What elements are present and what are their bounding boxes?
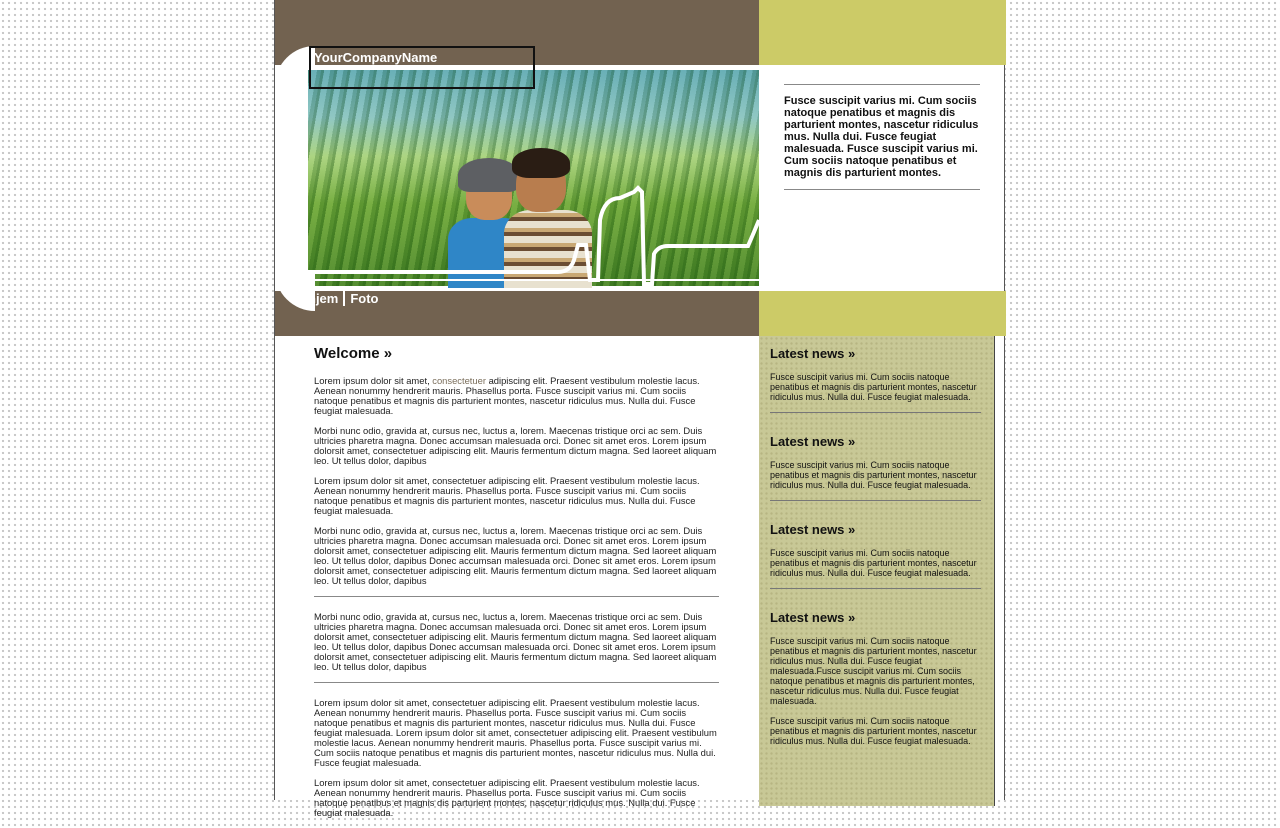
news-item <box>770 523 981 589</box>
main-nav <box>308 291 379 306</box>
news-heading[interactable]: Latest news » <box>770 610 856 625</box>
news-heading[interactable]: Latest news » <box>770 346 856 361</box>
divider <box>770 500 981 501</box>
nav-link-foto[interactable]: Foto <box>350 291 379 306</box>
news-sidebar <box>759 336 995 806</box>
news-text: Fusce suscipit varius mi. Cum sociis natoque penatibus et magnis dis parturient montes, nascetur ridiculus mus. Nulla dui. Fusce feugiat malesuada. <box>770 548 977 578</box>
news-text: Fusce suscipit varius mi. Cum sociis natoque penatibus et magnis dis parturient montes, nascetur ridiculus mus. Nulla dui. Fusce feugiat malesuada. <box>770 460 977 490</box>
text-run: Lorem ipsum dolor sit amet, <box>314 375 433 386</box>
news-text: Fusce suscipit varius mi. Cum sociis natoque penatibus et magnis dis parturient montes, nascetur ridiculus mus. Nulla dui. Fusce feugiat malesuada.Fusce suscipit varius mi. Cum sociis natoque penatibus et magnis dis parturient montes, nascetur ridiculus mus. Nulla dui. Fusce feugiat malesuada. <box>770 636 977 706</box>
paragraph: Morbi nunc odio, gravida at, cursus nec, luctus a, lorem. Maecenas tristique orci ac sem. Duis ultricies pharetra magna. Donec accumsan malesuada orci. Donec sit amet eros. Lorem ipsum dolorsit amet, consectetuer adipiscing elit. Mauris fermentum dictum magna. Sed laoreet aliquam leo. Ut tellus dolor, dapibus Donec accumsan malesuada orci. Donec sit amet eros. Lorem ipsum dolorsit amet, consectetuer adipiscing elit. Mauris fermentum dictum magna. Sed laoreet aliquam leo. Ut tellus dolor, dapibus <box>314 611 717 672</box>
news-item <box>770 611 981 756</box>
intro-text: Fusce suscipit varius mi. Cum sociis natoque penatibus et magnis dis parturient montes, nascetur ridiculus mus. Nulla dui. Fusce feugiat malesuada. Fusce suscipit varius mi. Cum sociis natoque penatibus et magnis dis parturient montes. <box>784 95 979 179</box>
divider <box>314 596 719 597</box>
page-container <box>274 0 1005 818</box>
main-content <box>314 346 719 828</box>
welcome-heading: Welcome » <box>314 345 393 362</box>
news-item <box>770 347 981 413</box>
news-heading[interactable]: Latest news » <box>770 434 856 449</box>
divider <box>770 412 981 413</box>
nav-link-hjem[interactable]: hjem <box>308 291 339 306</box>
news-text: Fusce suscipit varius mi. Cum sociis natoque penatibus et magnis dis parturient montes, nascetur ridiculus mus. Nulla dui. Fusce feugiat malesuada. <box>770 716 977 746</box>
nav-olive-band <box>759 291 1006 336</box>
divider <box>314 682 719 683</box>
company-logo-box[interactable] <box>309 46 535 89</box>
paragraph <box>314 376 719 416</box>
company-name: YourCompanyName <box>314 50 438 65</box>
nav-bar <box>275 291 759 336</box>
divider <box>770 588 981 589</box>
header-photo <box>308 70 759 286</box>
news-text: Fusce suscipit varius mi. Cum sociis natoque penatibus et magnis dis parturient montes, nascetur ridiculus mus. Nulla dui. Fusce feugiat malesuada. <box>770 372 977 402</box>
nav-separator <box>343 291 345 306</box>
news-heading[interactable]: Latest news » <box>770 522 856 537</box>
text-run: adipiscing elit. Praesent vestibulum molestie lacus. Aenean nonummy hendrerit mauris. Phasellus porta. Fusce suscipit varius mi. Cum sociis natoque penatibus et magnis dis parturient montes, nascetur ridiculus mus. Nulla dui. Fusce feugiat malesuada. <box>314 375 700 416</box>
paragraph: Morbi nunc odio, gravida at, cursus nec, luctus a, lorem. Maecenas tristique orci ac sem. Duis ultricies pharetra magna. Donec accumsan malesuada orci. Donec sit amet eros. Lorem ipsum dolorsit amet, consectetuer adipiscing elit. Mauris fermentum dictum magna. Sed laoreet aliquam leo. Ut tellus dolor, dapibus Donec accumsan malesuada orci. Donec sit amet eros. Lorem ipsum dolorsit amet, consectetuer adipiscing elit. Mauris fermentum dictum magna. Sed laoreet aliquam leo. Ut tellus dolor, dapibus <box>314 525 717 586</box>
header-olive-band <box>759 0 1006 65</box>
paragraph: Morbi nunc odio, gravida at, cursus nec, luctus a, lorem. Maecenas tristique orci ac sem. Duis ultricies pharetra magna. Donec accumsan malesuada orci. Donec sit amet eros. Lorem ipsum dolorsit amet, consectetuer adipiscing elit. Mauris fermentum dictum magna. Sed laoreet aliquam leo. Ut tellus dolor, dapibus <box>314 425 717 466</box>
inline-link[interactable]: consectetuer <box>432 375 486 386</box>
paragraph: Lorem ipsum dolor sit amet, consectetuer adipiscing elit. Praesent vestibulum molestie lacus. Aenean nonummy hendrerit mauris. Phasellus porta. Fusce suscipit varius mi. Cum sociis natoque penatibus et magnis dis parturient montes, nascetur ridiculus mus. Nulla dui. Fusce feugiat malesuada. Lorem ipsum dolor sit amet, consectetuer adipiscing elit. Praesent vestibulum molestie lacus. Aenean nonummy hendrerit mauris. Phasellus porta. Fusce suscipit varius mi. Cum sociis natoque penatibus et magnis dis parturient montes, nascetur ridiculus mus. Nulla dui. Fusce feugiat malesuada. <box>314 697 717 768</box>
paragraph: Lorem ipsum dolor sit amet, consectetuer adipiscing elit. Praesent vestibulum molestie lacus. Aenean nonummy hendrerit mauris. Phasellus porta. Fusce suscipit varius mi. Cum sociis natoque penatibus et magnis dis parturient montes, nascetur ridiculus mus. Nulla dui. Fusce feugiat malesuada. <box>314 475 700 516</box>
intro-panel <box>784 84 980 190</box>
paragraph: Lorem ipsum dolor sit amet, consectetuer adipiscing elit. Praesent vestibulum molestie lacus. Aenean nonummy hendrerit mauris. Phasellus porta. Fusce suscipit varius mi. Cum sociis natoque penatibus et magnis dis parturient montes, nascetur ridiculus mus. Nulla dui. Fusce feugiat malesuada. <box>314 777 700 818</box>
decorative-line-ornament <box>308 70 759 286</box>
news-item <box>770 435 981 501</box>
